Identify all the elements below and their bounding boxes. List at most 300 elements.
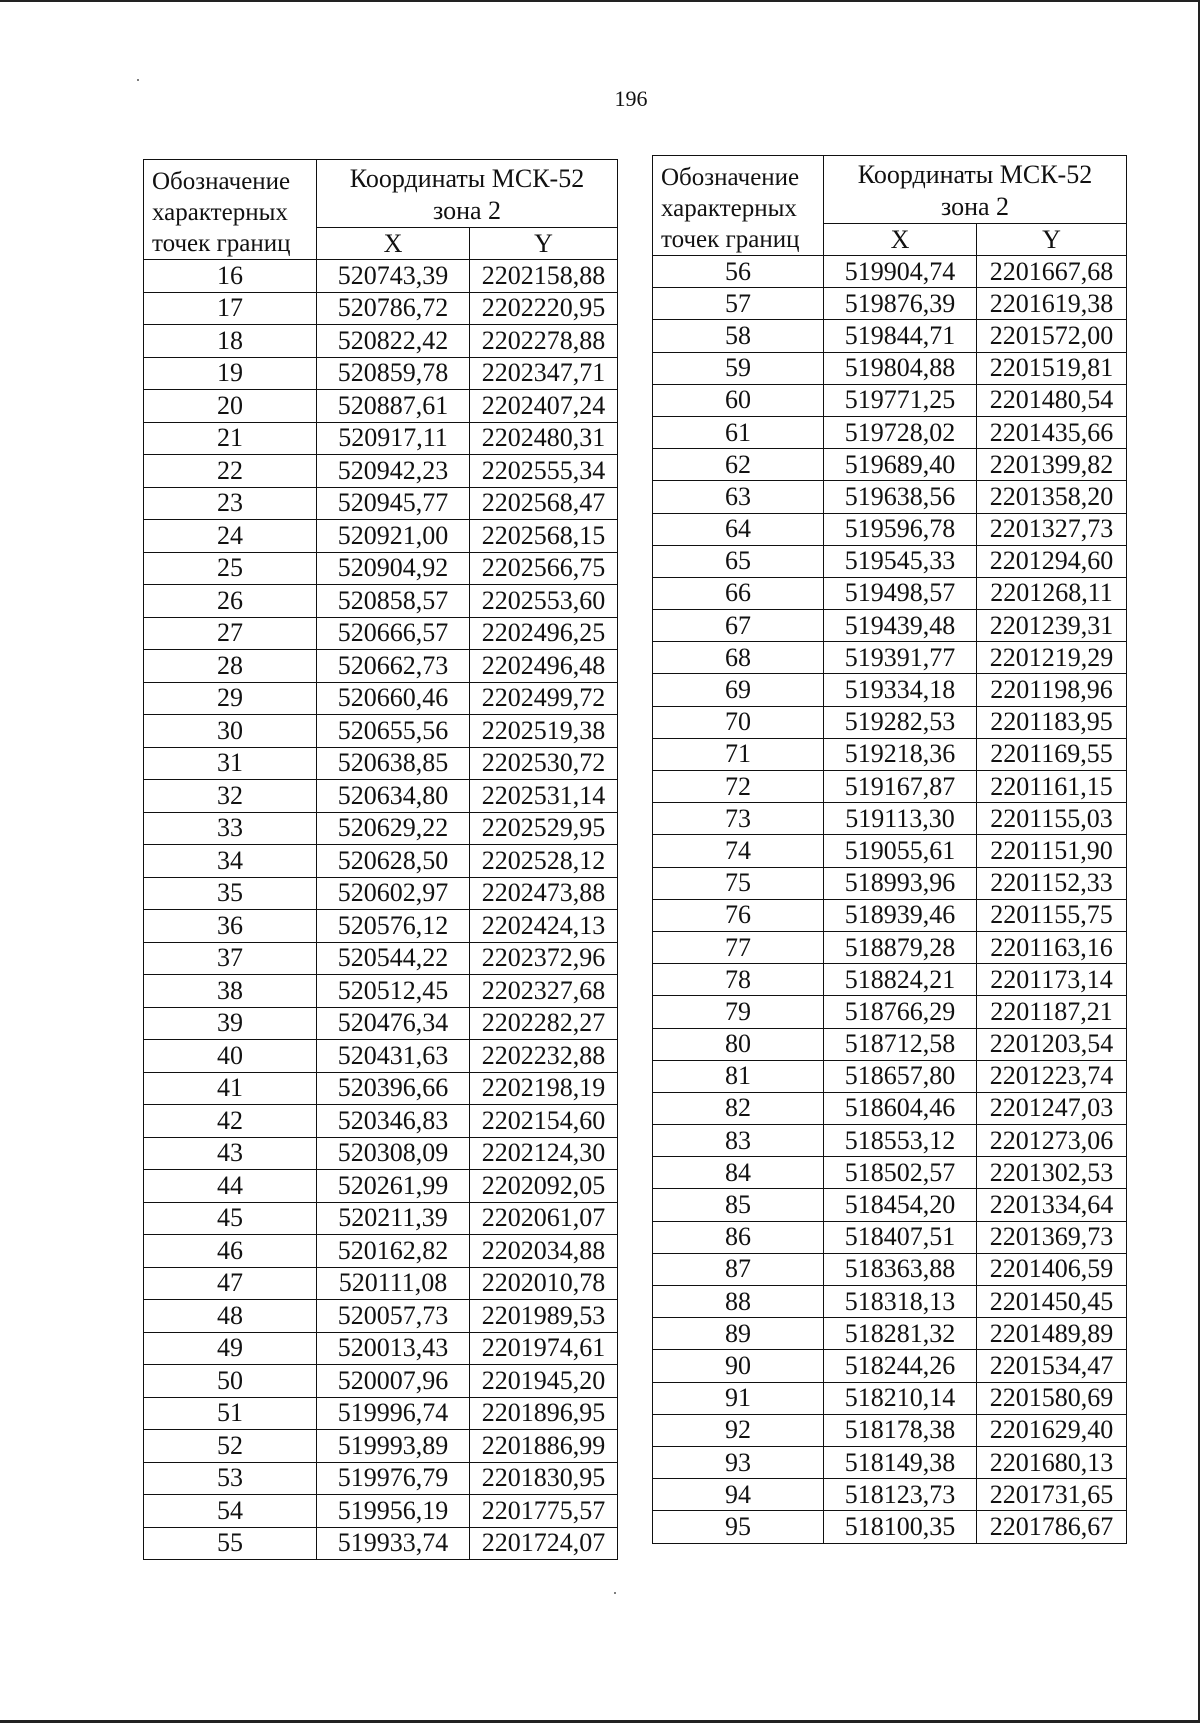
x-coordinate-cell: 520786,72 (317, 292, 470, 325)
y-coordinate-cell: 2202424,13 (470, 910, 618, 943)
point-number-cell: 48 (144, 1300, 317, 1333)
y-coordinate-cell: 2202528,12 (470, 845, 618, 878)
y-coordinate-cell: 2202473,88 (470, 877, 618, 910)
y-coordinate-cell: 2202347,71 (470, 357, 618, 390)
x-coordinate-cell: 518178,38 (824, 1414, 977, 1446)
zone-label: зона 2 (432, 196, 502, 225)
y-coordinate-cell: 2201680,13 (977, 1446, 1127, 1478)
x-coordinate-cell: 520666,57 (317, 617, 470, 650)
table-row (653, 1028, 1127, 1060)
point-number-cell: 16 (144, 260, 317, 293)
table-row (653, 416, 1127, 448)
table-row (653, 1125, 1127, 1157)
page-number: 196 (614, 86, 648, 111)
y-coordinate-cell: 2201294,60 (977, 545, 1127, 577)
y-coordinate-cell: 2201369,73 (977, 1221, 1127, 1253)
x-coordinate-cell: 518318,13 (824, 1286, 977, 1318)
y-coordinate-cell: 2201580,69 (977, 1382, 1127, 1414)
point-number-cell: 19 (144, 357, 317, 390)
point-number-cell: 33 (144, 812, 317, 845)
y-coordinate-cell: 2201406,59 (977, 1253, 1127, 1285)
x-coordinate-cell: 520111,08 (317, 1267, 470, 1300)
point-number-cell: 61 (653, 416, 824, 448)
point-number-cell: 52 (144, 1430, 317, 1463)
y-coordinate-cell: 2202092,05 (470, 1170, 618, 1203)
table-row (144, 552, 618, 585)
table-row (144, 1105, 618, 1138)
coordinates-table-right (652, 155, 1127, 1544)
point-number-cell: 78 (653, 964, 824, 996)
x-coordinate-cell: 520904,92 (317, 552, 470, 585)
y-coordinate-cell: 2202010,78 (470, 1267, 618, 1300)
y-coordinate-cell: 2202530,72 (470, 747, 618, 780)
y-coordinate-cell: 2201572,00 (977, 320, 1127, 352)
x-column-header: X (317, 228, 470, 260)
y-coordinate-cell: 2201161,15 (977, 771, 1127, 803)
point-number-cell: 74 (653, 835, 824, 867)
table-row (653, 1382, 1127, 1414)
x-coordinate-cell: 520007,96 (317, 1365, 470, 1398)
point-number-cell: 81 (653, 1060, 824, 1092)
y-coordinate-cell: 2202327,68 (470, 975, 618, 1008)
x-coordinate-cell: 519771,25 (824, 384, 977, 416)
table-row (144, 1527, 618, 1560)
point-number-cell: 87 (653, 1253, 824, 1285)
point-number-cell: 28 (144, 650, 317, 683)
table-row (144, 780, 618, 813)
x-coordinate-cell: 520057,73 (317, 1300, 470, 1333)
y-coordinate-cell: 2201775,57 (470, 1495, 618, 1528)
x-coordinate-cell: 520662,73 (317, 650, 470, 683)
table-row (144, 812, 618, 845)
x-coordinate-cell: 519728,02 (824, 416, 977, 448)
point-number-cell: 36 (144, 910, 317, 943)
point-number-cell: 45 (144, 1202, 317, 1235)
x-coordinate-cell: 520476,34 (317, 1007, 470, 1040)
y-coordinate-cell: 2201399,82 (977, 449, 1127, 481)
x-coordinate-cell: 520655,56 (317, 715, 470, 748)
table-row (653, 577, 1127, 609)
table-row (144, 1202, 618, 1235)
point-number-cell: 68 (653, 642, 824, 674)
point-number-cell: 69 (653, 674, 824, 706)
point-number-cell: 63 (653, 481, 824, 513)
x-coordinate-cell: 518879,28 (824, 931, 977, 963)
table-row (144, 1495, 618, 1528)
y-coordinate-cell: 2202553,60 (470, 585, 618, 618)
point-number-cell: 65 (653, 545, 824, 577)
point-number-cell: 44 (144, 1170, 317, 1203)
y-coordinate-cell: 2202220,95 (470, 292, 618, 325)
x-coordinate-cell: 519804,88 (824, 352, 977, 384)
table-row (144, 1072, 618, 1105)
y-coordinate-cell: 2202124,30 (470, 1137, 618, 1170)
table-row (144, 585, 618, 618)
table-row (653, 384, 1127, 416)
x-coordinate-cell: 518210,14 (824, 1382, 977, 1414)
table-row (144, 487, 618, 520)
x-coordinate-cell: 519904,74 (824, 256, 977, 288)
x-coordinate-cell: 519334,18 (824, 674, 977, 706)
y-coordinate-cell: 2202566,75 (470, 552, 618, 585)
y-coordinate-cell: 2202568,15 (470, 520, 618, 553)
y-coordinate-cell: 2201489,89 (977, 1318, 1127, 1350)
point-number-cell: 54 (144, 1495, 317, 1528)
point-number-cell: 25 (144, 552, 317, 585)
table-row (144, 292, 618, 325)
point-number-cell: 53 (144, 1462, 317, 1495)
table-row (144, 747, 618, 780)
table-row (144, 617, 618, 650)
point-number-cell: 41 (144, 1072, 317, 1105)
table-row (144, 520, 618, 553)
y-coordinate-cell: 2202061,07 (470, 1202, 618, 1235)
x-coordinate-cell: 519391,77 (824, 642, 977, 674)
table-row (653, 1060, 1127, 1092)
x-coordinate-cell: 518100,35 (824, 1511, 977, 1543)
point-number-cell: 42 (144, 1105, 317, 1138)
y-column-header: Y (470, 228, 618, 260)
table-row (144, 1235, 618, 1268)
point-number-cell: 94 (653, 1479, 824, 1511)
y-coordinate-cell: 2202232,88 (470, 1040, 618, 1073)
right-table-body (653, 256, 1127, 1544)
x-coordinate-cell: 518712,58 (824, 1028, 977, 1060)
designation-header: Обозначение характерных точек границ (144, 160, 317, 260)
table-row (144, 357, 618, 390)
y-coordinate-cell: 2201667,68 (977, 256, 1127, 288)
y-coordinate-cell: 2202407,24 (470, 390, 618, 423)
point-number-cell: 90 (653, 1350, 824, 1382)
point-number-cell: 37 (144, 942, 317, 975)
table-row (144, 1137, 618, 1170)
table-row (653, 996, 1127, 1028)
table-row (144, 1267, 618, 1300)
point-number-cell: 34 (144, 845, 317, 878)
y-coordinate-cell: 2201896,95 (470, 1397, 618, 1430)
table-row (653, 545, 1127, 577)
y-coordinate-cell: 2201273,06 (977, 1125, 1127, 1157)
table-row (653, 1318, 1127, 1350)
table-row (144, 325, 618, 358)
point-number-cell: 92 (653, 1414, 824, 1446)
point-number-cell: 47 (144, 1267, 317, 1300)
designation-header: Обозначение характерных точек границ (653, 156, 824, 256)
y-coordinate-cell: 2201268,11 (977, 577, 1127, 609)
table-row (653, 513, 1127, 545)
y-coordinate-cell: 2201480,54 (977, 384, 1127, 416)
x-coordinate-cell: 518502,57 (824, 1157, 977, 1189)
y-coordinate-cell: 2201629,40 (977, 1414, 1127, 1446)
table-row (653, 1286, 1127, 1318)
x-coordinate-cell: 519638,56 (824, 481, 977, 513)
point-number-cell: 85 (653, 1189, 824, 1221)
left-table-body (144, 260, 618, 1560)
point-number-cell: 60 (653, 384, 824, 416)
y-coordinate-cell: 2201173,14 (977, 964, 1127, 996)
point-number-cell: 21 (144, 422, 317, 455)
y-coordinate-cell: 2201534,47 (977, 1350, 1127, 1382)
y-coordinate-cell: 2202531,14 (470, 780, 618, 813)
point-number-cell: 70 (653, 706, 824, 738)
point-number-cell: 88 (653, 1286, 824, 1318)
table-row (144, 1365, 618, 1398)
x-coordinate-cell: 520917,11 (317, 422, 470, 455)
table-row (653, 931, 1127, 963)
x-coordinate-cell: 519996,74 (317, 1397, 470, 1430)
table-row (653, 771, 1127, 803)
y-coordinate-cell: 2202154,60 (470, 1105, 618, 1138)
y-coordinate-cell: 2202496,25 (470, 617, 618, 650)
table-row (144, 390, 618, 423)
x-coordinate-cell: 519218,36 (824, 738, 977, 770)
y-coordinate-cell: 2201731,65 (977, 1479, 1127, 1511)
x-coordinate-cell: 520512,45 (317, 975, 470, 1008)
table-row (653, 449, 1127, 481)
table-row (653, 1157, 1127, 1189)
scan-speck (614, 1592, 616, 1594)
table-row (144, 1007, 618, 1040)
y-coordinate-cell: 2201155,03 (977, 803, 1127, 835)
y-coordinate-cell: 2201155,75 (977, 899, 1127, 931)
point-number-cell: 83 (653, 1125, 824, 1157)
y-coordinate-cell: 2201786,67 (977, 1511, 1127, 1543)
table-row (653, 964, 1127, 996)
table-row (653, 320, 1127, 352)
x-coordinate-cell: 518244,26 (824, 1350, 977, 1382)
x-coordinate-cell: 518993,96 (824, 867, 977, 899)
y-coordinate-cell: 2201974,61 (470, 1332, 618, 1365)
point-number-cell: 71 (653, 738, 824, 770)
x-coordinate-cell: 518657,80 (824, 1060, 977, 1092)
y-coordinate-cell: 2202499,72 (470, 682, 618, 715)
point-number-cell: 73 (653, 803, 824, 835)
scan-speck (137, 79, 139, 81)
point-number-cell: 26 (144, 585, 317, 618)
y-coordinate-cell: 2202568,47 (470, 487, 618, 520)
table-row (653, 899, 1127, 931)
x-coordinate-cell: 518123,73 (824, 1479, 977, 1511)
y-coordinate-cell: 2201239,31 (977, 610, 1127, 642)
x-coordinate-cell: 520628,50 (317, 845, 470, 878)
coordinates-system-label: Координаты МСК-52 (857, 160, 1093, 189)
table-row (653, 642, 1127, 674)
x-coordinate-cell: 518604,46 (824, 1092, 977, 1124)
point-number-cell: 43 (144, 1137, 317, 1170)
x-coordinate-cell: 518281,32 (824, 1318, 977, 1350)
y-coordinate-cell: 2201169,55 (977, 738, 1127, 770)
y-coordinate-cell: 2201152,33 (977, 867, 1127, 899)
table-row (144, 650, 618, 683)
x-coordinate-cell: 520162,82 (317, 1235, 470, 1268)
y-coordinate-cell: 2201247,03 (977, 1092, 1127, 1124)
table-row (653, 706, 1127, 738)
table-row (144, 910, 618, 943)
x-coordinate-cell: 520634,80 (317, 780, 470, 813)
y-coordinate-cell: 2201989,53 (470, 1300, 618, 1333)
x-coordinate-cell: 518363,88 (824, 1253, 977, 1285)
x-coordinate-cell: 520858,57 (317, 585, 470, 618)
x-coordinate-cell: 520211,39 (317, 1202, 470, 1235)
point-number-cell: 46 (144, 1235, 317, 1268)
y-coordinate-cell: 2201519,81 (977, 352, 1127, 384)
y-coordinate-cell: 2201183,95 (977, 706, 1127, 738)
table-row (144, 1430, 618, 1463)
table-row (653, 738, 1127, 770)
y-coordinate-cell: 2201886,99 (470, 1430, 618, 1463)
table-row (144, 877, 618, 910)
x-coordinate-cell: 518553,12 (824, 1125, 977, 1157)
y-coordinate-cell: 2202034,88 (470, 1235, 618, 1268)
y-coordinate-cell: 2202496,48 (470, 650, 618, 683)
x-coordinate-cell: 519956,19 (317, 1495, 470, 1528)
table-row (653, 1092, 1127, 1124)
table-row (144, 1300, 618, 1333)
table-row (144, 455, 618, 488)
x-coordinate-cell: 520822,42 (317, 325, 470, 358)
table-row (653, 1221, 1127, 1253)
coordinates-header (317, 160, 618, 228)
x-coordinate-cell: 520308,09 (317, 1137, 470, 1170)
y-coordinate-cell: 2201945,20 (470, 1365, 618, 1398)
table-row (653, 1189, 1127, 1221)
y-coordinate-cell: 2202278,88 (470, 325, 618, 358)
table-row (653, 1414, 1127, 1446)
y-coordinate-cell: 2201619,38 (977, 288, 1127, 320)
x-coordinate-cell: 520887,61 (317, 390, 470, 423)
table-row (144, 975, 618, 1008)
x-coordinate-cell: 520431,63 (317, 1040, 470, 1073)
y-coordinate-cell: 2201450,45 (977, 1286, 1127, 1318)
x-coordinate-cell: 518149,38 (824, 1446, 977, 1478)
x-coordinate-cell: 519876,39 (824, 288, 977, 320)
x-coordinate-cell: 519976,79 (317, 1462, 470, 1495)
table-row (653, 1511, 1127, 1543)
x-coordinate-cell: 520743,39 (317, 260, 470, 293)
y-coordinate-cell: 2201198,96 (977, 674, 1127, 706)
table-row (144, 1040, 618, 1073)
table-row (653, 1350, 1127, 1382)
x-coordinate-cell: 520396,66 (317, 1072, 470, 1105)
x-coordinate-cell: 519167,87 (824, 771, 977, 803)
table-row (144, 942, 618, 975)
x-coordinate-cell: 518766,29 (824, 996, 977, 1028)
point-number-cell: 79 (653, 996, 824, 1028)
x-coordinate-cell: 520629,22 (317, 812, 470, 845)
y-coordinate-cell: 2202158,88 (470, 260, 618, 293)
x-coordinate-cell: 519933,74 (317, 1527, 470, 1560)
x-coordinate-cell: 520346,83 (317, 1105, 470, 1138)
x-coordinate-cell: 520921,00 (317, 520, 470, 553)
table-row (653, 803, 1127, 835)
y-column-header: Y (977, 224, 1127, 256)
point-number-cell: 49 (144, 1332, 317, 1365)
x-coordinate-cell: 519545,33 (824, 545, 977, 577)
table-row (144, 1462, 618, 1495)
x-coordinate-cell: 519439,48 (824, 610, 977, 642)
table-row (144, 845, 618, 878)
point-number-cell: 89 (653, 1318, 824, 1350)
point-number-cell: 17 (144, 292, 317, 325)
table-row (144, 1170, 618, 1203)
x-coordinate-cell: 518407,51 (824, 1221, 977, 1253)
table-row (653, 352, 1127, 384)
point-number-cell: 57 (653, 288, 824, 320)
y-coordinate-cell: 2201163,16 (977, 931, 1127, 963)
table-row (144, 422, 618, 455)
y-coordinate-cell: 2202519,38 (470, 715, 618, 748)
x-coordinate-cell: 519113,30 (824, 803, 977, 835)
table-row (653, 867, 1127, 899)
table-row (653, 610, 1127, 642)
point-number-cell: 31 (144, 747, 317, 780)
y-coordinate-cell: 2201724,07 (470, 1527, 618, 1560)
point-number-cell: 86 (653, 1221, 824, 1253)
point-number-cell: 22 (144, 455, 317, 488)
y-coordinate-cell: 2202555,34 (470, 455, 618, 488)
point-number-cell: 82 (653, 1092, 824, 1124)
x-coordinate-cell: 518939,46 (824, 899, 977, 931)
point-number-cell: 62 (653, 449, 824, 481)
x-coordinate-cell: 520576,12 (317, 910, 470, 943)
x-coordinate-cell: 519498,57 (824, 577, 977, 609)
point-number-cell: 75 (653, 867, 824, 899)
point-number-cell: 30 (144, 715, 317, 748)
x-coordinate-cell: 520638,85 (317, 747, 470, 780)
point-number-cell: 51 (144, 1397, 317, 1430)
point-number-cell: 84 (653, 1157, 824, 1189)
y-coordinate-cell: 2201358,20 (977, 481, 1127, 513)
point-number-cell: 24 (144, 520, 317, 553)
y-coordinate-cell: 2201302,53 (977, 1157, 1127, 1189)
x-coordinate-cell: 520544,22 (317, 942, 470, 975)
x-coordinate-cell: 520859,78 (317, 357, 470, 390)
table-row (653, 1446, 1127, 1478)
x-column-header: X (824, 224, 977, 256)
coordinates-header (824, 156, 1127, 224)
point-number-cell: 18 (144, 325, 317, 358)
y-coordinate-cell: 2201334,64 (977, 1189, 1127, 1221)
table-row (653, 256, 1127, 288)
y-coordinate-cell: 2202282,27 (470, 1007, 618, 1040)
x-coordinate-cell: 520013,43 (317, 1332, 470, 1365)
y-coordinate-cell: 2202529,95 (470, 812, 618, 845)
point-number-cell: 20 (144, 390, 317, 423)
point-number-cell: 56 (653, 256, 824, 288)
y-coordinate-cell: 2201435,66 (977, 416, 1127, 448)
point-number-cell: 32 (144, 780, 317, 813)
table-row (653, 288, 1127, 320)
y-coordinate-cell: 2201151,90 (977, 835, 1127, 867)
point-number-cell: 95 (653, 1511, 824, 1543)
x-coordinate-cell: 520945,77 (317, 487, 470, 520)
point-number-cell: 67 (653, 610, 824, 642)
point-number-cell: 91 (653, 1382, 824, 1414)
table-row (653, 674, 1127, 706)
y-coordinate-cell: 2202480,31 (470, 422, 618, 455)
x-coordinate-cell: 519844,71 (824, 320, 977, 352)
zone-label: зона 2 (940, 192, 1010, 221)
y-coordinate-cell: 2201327,73 (977, 513, 1127, 545)
y-coordinate-cell: 2201187,21 (977, 996, 1127, 1028)
point-number-cell: 29 (144, 682, 317, 715)
point-number-cell: 80 (653, 1028, 824, 1060)
y-coordinate-cell: 2202198,19 (470, 1072, 618, 1105)
point-number-cell: 76 (653, 899, 824, 931)
point-number-cell: 55 (144, 1527, 317, 1560)
table-row (144, 1397, 618, 1430)
table-row (653, 1479, 1127, 1511)
